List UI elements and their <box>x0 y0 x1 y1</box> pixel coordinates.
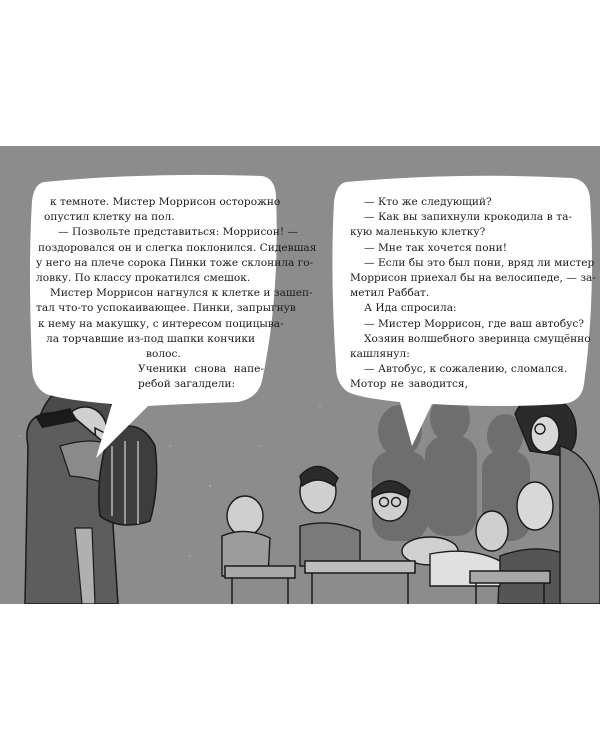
text-line: тал что-то успокаивающее. Пинки, запрыгнув <box>36 302 296 315</box>
text-line: к темноте. Мистер Моррисон осторожно <box>50 196 281 208</box>
text-line: Моррисон приехал бы на велосипеде, — за- <box>350 272 596 285</box>
right-page-text <box>350 195 596 393</box>
text-line: волос. <box>146 348 181 361</box>
text-line: — Кто же следующий? <box>364 196 492 208</box>
text-line: ребой загалдели: <box>138 378 236 391</box>
left-page-text <box>36 195 317 393</box>
text-line: кашлянул: <box>350 348 410 361</box>
text-line: — Автобус, к сожалению, сломался. <box>364 363 568 376</box>
text-line: ловку. По классу прокатился смешок. <box>36 272 251 285</box>
text-line: к нему на макушку, с интересом поцицыва- <box>38 317 284 330</box>
text-line: поздоровался он и слегка поклонился. Сидевшая <box>38 241 317 254</box>
text-line: Мистер Моррисон нагнулся к клетке и зашеп- <box>50 287 313 300</box>
text-line: ла торчавшие из-под шапки кончики <box>46 332 256 345</box>
text-line: — Мне так хочется пони! <box>364 241 507 254</box>
book-spread <box>0 146 600 604</box>
text-line: — Как вы запихнули крокодила в та- <box>364 211 572 224</box>
text-line: опустил клетку на пол. <box>44 211 175 224</box>
text-line: у него на плече сорока Пинки тоже склонила го- <box>36 256 314 269</box>
text-line: Ученики снова напе- <box>138 363 264 376</box>
text-line: — Позвольте представиться: Моррисон! — <box>58 226 299 239</box>
text-line: метил Раббат. <box>350 287 430 300</box>
text-line: кую маленькую клетку? <box>350 226 486 239</box>
text-line: — Если бы это был пони, вряд ли мистер <box>364 256 595 269</box>
text-line: А Ида спросила: <box>364 302 457 315</box>
text-line: — Мистер Моррисон, где ваш автобус? <box>364 317 584 330</box>
text-line: Хозяин волшебного зверинца смущённо <box>364 332 591 345</box>
text-line: Мотор не заводится, <box>350 378 468 391</box>
